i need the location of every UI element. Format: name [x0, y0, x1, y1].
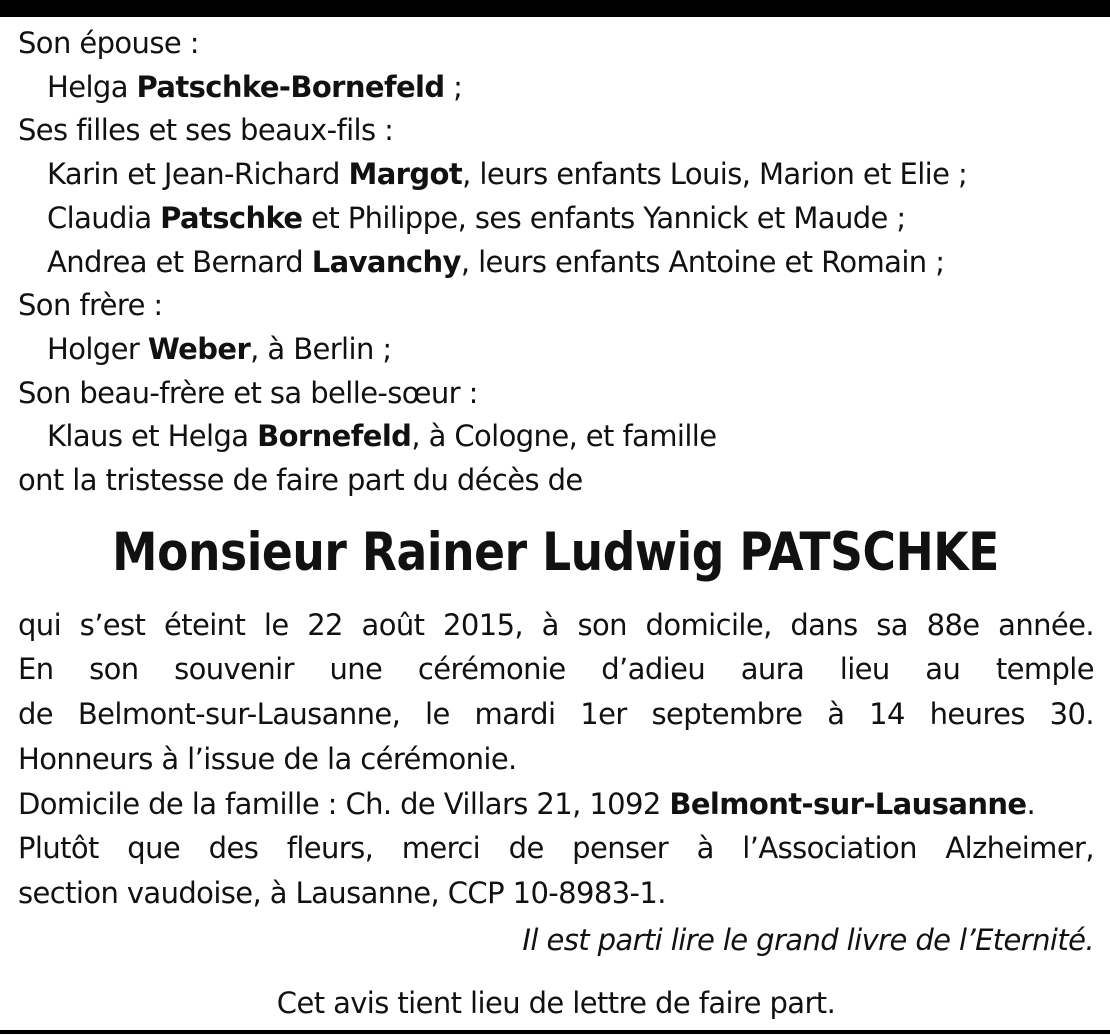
spouse-entry: Helga Patschke-Bornefeld ;	[47, 69, 463, 104]
details-line-4: Honneurs à l’issue de la cérémonie.	[18, 741, 517, 776]
brother-heading: Son frère :	[18, 288, 163, 323]
daughter-entry-1: Karin et Jean-Richard Margot, leurs enfants Louis, Marion et Elie ;	[47, 157, 968, 192]
deceased-name: Monsieur Rainer Ludwig PATSCHKE	[112, 521, 1000, 583]
spouse-heading: Son épouse :	[18, 26, 199, 60]
bottom-border-rule	[0, 1030, 1110, 1034]
inlaws-heading: Son beau-frère et sa belle-sœur :	[18, 375, 478, 410]
details-line-2: En son souvenir une cérémonie d’adieu aura lieu au temple	[18, 652, 1094, 687]
details-paragraph	[18, 603, 1094, 916]
daughter3-surname: Lavanchy	[311, 244, 461, 279]
details-line-1: qui s’est éteint le 22 août 2015, à son domicile, dans sa 88e année.	[18, 607, 1094, 642]
spouse-surname: Patschke-Bornefeld	[136, 69, 445, 104]
details-line-6: Plutôt que des fleurs, merci de penser à l’Association Alzheimer,	[18, 831, 1094, 866]
domicile-place: Belmont-sur-Lausanne	[669, 786, 1027, 821]
announcement-line: ont la tristesse de faire part du décès de	[18, 463, 583, 498]
daughter2-surname: Patschke	[160, 200, 303, 235]
inlaws-entry: Klaus et Helga Bornefeld, à Cologne, et famille	[47, 419, 717, 454]
top-border-rule	[0, 0, 1110, 17]
details-line-3: de Belmont-sur-Lausanne, le mardi 1er septembre à 14 heures 30.	[18, 697, 1094, 732]
daughters-heading: Ses filles et ses beaux-fils :	[18, 113, 394, 148]
details-line-7: section vaudoise, à Lausanne, CCP 10-8983-1.	[18, 875, 666, 910]
epitaph-quote: Il est parti lire le grand livre de l’Eternité.	[522, 922, 1094, 957]
closing-note: Cet avis tient lieu de lettre de faire part.	[276, 985, 836, 1020]
inlaws-surname: Bornefeld	[257, 419, 412, 454]
daughter-entry-2: Claudia Patschke et Philippe, ses enfants Yannick et Maude ;	[47, 200, 906, 235]
obituary-notice	[18, 22, 1094, 1025]
brother-surname: Weber	[147, 331, 251, 366]
brother-entry: Holger Weber, à Berlin ;	[47, 331, 392, 366]
domicile-line: Domicile de la famille : Ch. de Villars 21, 1092 Belmont-sur-Lausanne.	[18, 786, 1036, 821]
daughter-entry-3: Andrea et Bernard Lavanchy, leurs enfants Antoine et Romain ;	[47, 244, 945, 279]
daughter1-surname: Margot	[348, 157, 463, 192]
